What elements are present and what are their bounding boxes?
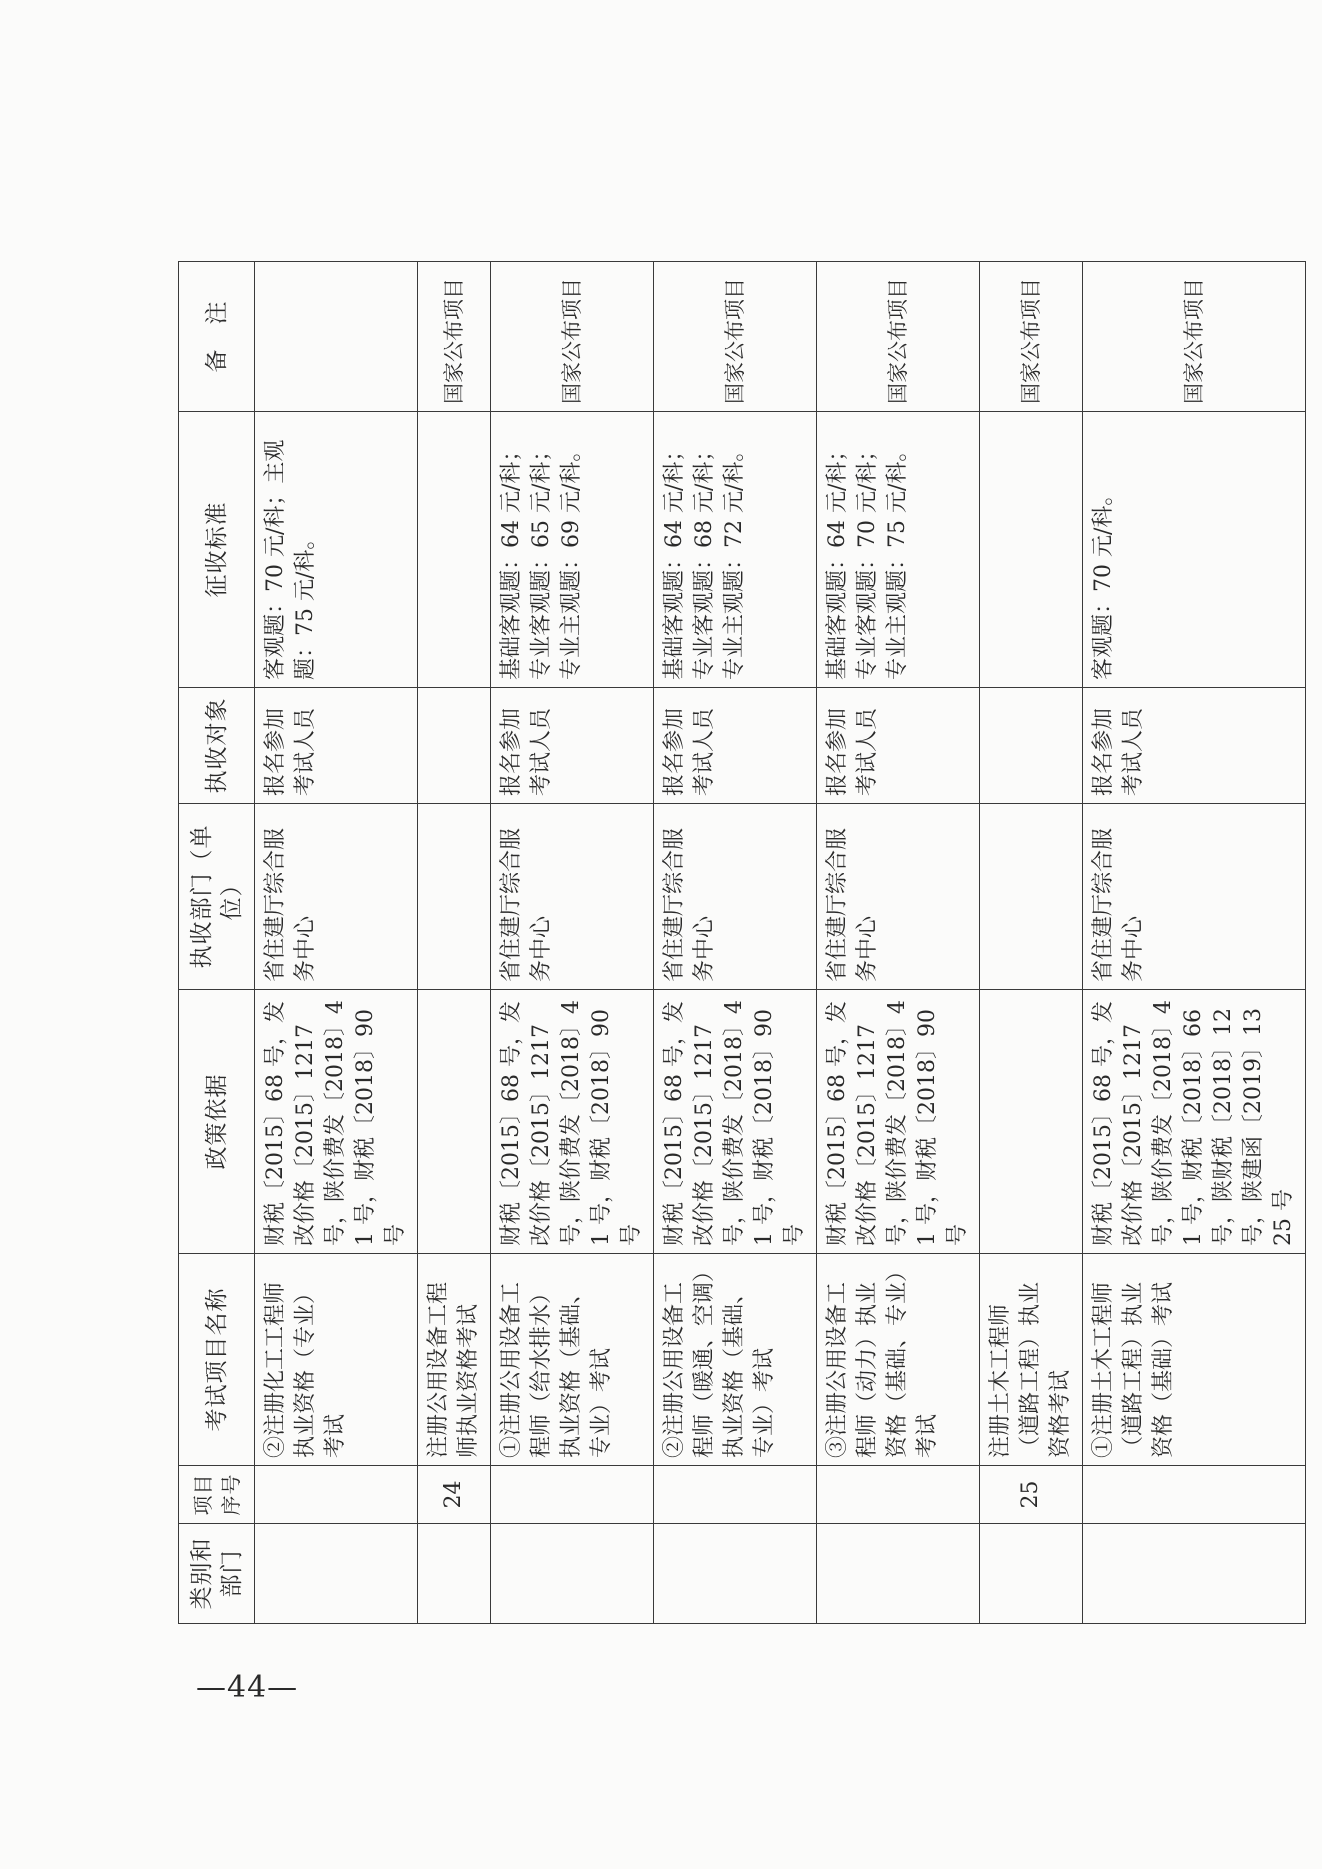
header-row bbox=[179, 262, 255, 1624]
cell-basis: 财税〔2015〕68 号，发改价格〔2015〕1217 号，陕价费发〔2018〕41 号，财税〔2018〕90 号 bbox=[654, 990, 817, 1254]
cell-basis: 财税〔2015〕68 号，发改价格〔2015〕1217 号，陕价费发〔2018〕41 号，财税〔2018〕90 号 bbox=[817, 990, 980, 1254]
table-row bbox=[654, 262, 817, 1624]
cell-dept: 省住建厅综合服务中心 bbox=[491, 804, 654, 990]
exam-fee-table bbox=[178, 261, 1306, 1624]
table-row bbox=[491, 262, 654, 1624]
cell-dept: 省住建厅综合服务中心 bbox=[817, 804, 980, 990]
cell-category bbox=[255, 1524, 418, 1624]
table-row bbox=[418, 262, 491, 1624]
cell-remark: 国家公布项目 bbox=[418, 262, 491, 412]
cell-category bbox=[817, 1524, 980, 1624]
cell-target: 报名参加考试人员 bbox=[255, 688, 418, 804]
header-name: 考试项目名称 bbox=[179, 1254, 255, 1466]
cell-standard: 基础客观题：64 元/科；专业客观题：65 元/科；专业主观题：69 元/科。 bbox=[491, 412, 654, 688]
cell-basis: 财税〔2015〕68 号，发改价格〔2015〕1217 号，陕价费发〔2018〕41 号，财税〔2018〕90 号 bbox=[255, 990, 418, 1254]
cell-name: 注册公用设备工程师执业资格考试 bbox=[418, 1254, 491, 1466]
cell-standard: 基础客观题：64 元/科；专业客观题：70 元/科；专业主观题：75 元/科。 bbox=[817, 412, 980, 688]
cell-dept: 省住建厅综合服务中心 bbox=[654, 804, 817, 990]
header-category: 类别和部门 bbox=[179, 1524, 255, 1624]
cell-name: ③注册公用设备工程师（动力）执业资格（基础、专业）考试 bbox=[817, 1254, 980, 1466]
cell-remark bbox=[255, 262, 418, 412]
cell-seq bbox=[255, 1466, 418, 1524]
header-remark: 备 注 bbox=[179, 262, 255, 412]
cell-target bbox=[980, 688, 1083, 804]
cell-target: 报名参加考试人员 bbox=[1083, 688, 1306, 804]
cell-category bbox=[654, 1524, 817, 1624]
table-row bbox=[817, 262, 980, 1624]
cell-seq bbox=[817, 1466, 980, 1524]
rotated-table-container bbox=[178, 262, 1296, 1624]
cell-basis bbox=[418, 990, 491, 1254]
page-number: —44— bbox=[196, 1670, 299, 1705]
cell-category bbox=[418, 1524, 491, 1624]
cell-seq: 25 bbox=[980, 1466, 1083, 1524]
header-seq: 项目序号 bbox=[179, 1466, 255, 1524]
cell-standard: 基础客观题：64 元/科；专业客观题：68 元/科；专业主观题：72 元/科。 bbox=[654, 412, 817, 688]
table-row bbox=[980, 262, 1083, 1624]
cell-category bbox=[1083, 1524, 1306, 1624]
cell-target bbox=[418, 688, 491, 804]
cell-seq bbox=[491, 1466, 654, 1524]
cell-remark: 国家公布项目 bbox=[491, 262, 654, 412]
header-standard: 征收标准 bbox=[179, 412, 255, 688]
cell-basis: 财税〔2015〕68 号，发改价格〔2015〕1217 号，陕价费发〔2018〕41 号，财税〔2018〕90 号 bbox=[491, 990, 654, 1254]
cell-dept bbox=[980, 804, 1083, 990]
cell-basis: 财税〔2015〕68 号，发改价格〔2015〕1217 号，陕价费发〔2018〕41 号，财税〔2018〕66 号，陕财税〔2018〕12 号，陕建函〔2019〕1325 号 bbox=[1083, 990, 1306, 1254]
cell-standard: 客观题：70 元/科。 bbox=[1083, 412, 1306, 688]
cell-standard bbox=[418, 412, 491, 688]
cell-name: ②注册公用设备工程师（暖通、空调）执业资格（基础、专业）考试 bbox=[654, 1254, 817, 1466]
cell-target: 报名参加考试人员 bbox=[817, 688, 980, 804]
cell-name: ①注册公用设备工程师（给水排水）执业资格（基础、专业）考试 bbox=[491, 1254, 654, 1466]
cell-name: ②注册化工工程师执业资格（专业）考试 bbox=[255, 1254, 418, 1466]
fee-table-region bbox=[178, 262, 1296, 1624]
cell-dept bbox=[418, 804, 491, 990]
cell-seq bbox=[1083, 1466, 1306, 1524]
cell-name: 注册土木工程师（道路工程）执业资格考试 bbox=[980, 1254, 1083, 1466]
cell-name: ①注册土木工程师（道路工程）执业资格（基础）考试 bbox=[1083, 1254, 1306, 1466]
cell-remark: 国家公布项目 bbox=[654, 262, 817, 412]
header-dept: 执收部门（单位） bbox=[179, 804, 255, 990]
cell-category bbox=[980, 1524, 1083, 1624]
cell-target: 报名参加考试人员 bbox=[654, 688, 817, 804]
cell-standard bbox=[980, 412, 1083, 688]
header-basis: 政策依据 bbox=[179, 990, 255, 1254]
cell-dept: 省住建厅综合服务中心 bbox=[255, 804, 418, 990]
cell-remark: 国家公布项目 bbox=[817, 262, 980, 412]
cell-remark: 国家公布项目 bbox=[980, 262, 1083, 412]
cell-basis bbox=[980, 990, 1083, 1254]
cell-seq bbox=[654, 1466, 817, 1524]
cell-standard: 客观题：70 元/科；主观题：75 元/科。 bbox=[255, 412, 418, 688]
cell-remark: 国家公布项目 bbox=[1083, 262, 1306, 412]
table-row bbox=[255, 262, 418, 1624]
cell-category bbox=[491, 1524, 654, 1624]
header-target: 执收对象 bbox=[179, 688, 255, 804]
cell-seq: 24 bbox=[418, 1466, 491, 1524]
cell-target: 报名参加考试人员 bbox=[491, 688, 654, 804]
table-row bbox=[1083, 262, 1306, 1624]
cell-dept: 省住建厅综合服务中心 bbox=[1083, 804, 1306, 990]
